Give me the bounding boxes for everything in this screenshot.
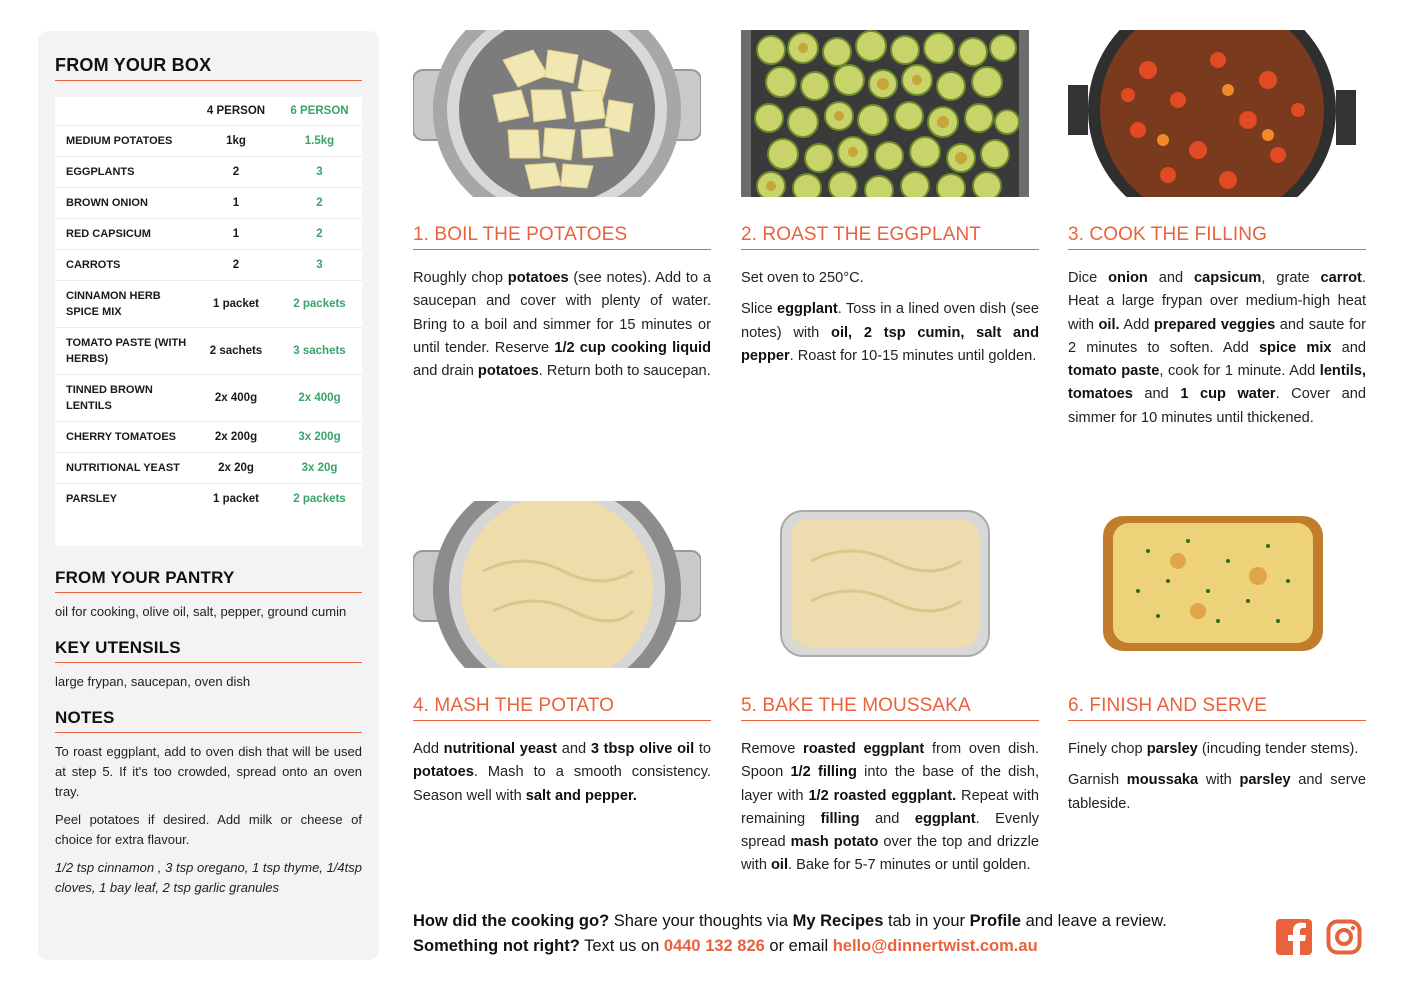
notes-title: NOTES — [55, 708, 362, 733]
step-5-title: 5. BAKE THE MOUSSAKA — [741, 695, 1039, 721]
header-4-person: 4 PERSON — [206, 104, 266, 117]
step-2-text: Set oven to 250°C. Slice eggplant. Toss in a lined oven dish (see notes) with oil, 2 tsp cumin, salt and pepper. Roast for 10-15 minutes until golden. — [741, 270, 1040, 364]
step-5-text: Remove roasted eggplant from oven dish. Spoon 1/2 filling into the base of the dish, layer with 1/2 roasted eggplant. Repeat with remaining filling and eggplant. Evenly spread mash potato over the top and drizzle with oil. Bake for 5-7 minutes or until golden. — [741, 741, 1040, 874]
note-item: To roast eggplant, add to oven dish that will be used at step 5. If it's too crowded, spread onto an oven tray. — [55, 744, 362, 799]
step-6-text: Finely chop parsley (incuding tender stems). Garnish moussaka with parsley and serve tableside. — [1068, 741, 1366, 812]
table-row: CINNAMON HERB SPICE MIX 1 packet 2 packets — [55, 280, 362, 327]
step-1-text: Roughly chop potatoes (see notes). Add to a saucepan and cover with plenty of water. Bring to a boil and simmer for 15 minutes or until tender. Reserve 1/2 cup cooking liquid and drain potatoes. Return both to saucepan. — [413, 270, 711, 380]
step-2-title: 2. ROAST THE EGGPLANT — [741, 224, 1039, 250]
lentil-filling-photo — [1068, 30, 1356, 197]
step-3-text: Dice onion and capsicum, grate carrot. Heat a large frypan over medium-high heat with oil. Add prepared veggies and saute for 2 minutes to soften. Add spice mix and tomato paste, cook for 1 minute. Add lentils, tomatoes and 1 cup water. Cover and simmer for 10 minutes until thickened. — [1068, 270, 1366, 426]
moussaka-unbaked-photo — [741, 501, 1029, 668]
pantry-section — [55, 568, 362, 622]
note-item: Peel potatoes if desired. Add milk or cheese of choice for extra flavour. — [55, 812, 362, 847]
step-6-title: 6. FINISH AND SERVE — [1068, 695, 1366, 721]
pantry-text: oil for cooking, olive oil, salt, pepper, ground cumin — [55, 604, 347, 619]
feedback-footer — [413, 909, 1167, 959]
utensils-text: large frypan, saucepan, oven dish — [55, 674, 251, 689]
facebook-icon[interactable] — [1276, 919, 1312, 955]
notes-text — [55, 742, 362, 898]
contact-line: Something not right? Text us on 0440 132 826 or email hello@dinnertwist.com.au — [413, 937, 1038, 955]
step-4-text: Add nutritional yeast and 3 tbsp olive oil to potatoes. Mash to a smooth consistency. Season well with salt and pepper. — [413, 741, 711, 804]
table-row: CHERRY TOMATOES 2x 200g 3x 200g — [55, 421, 362, 452]
instagram-icon[interactable] — [1326, 919, 1362, 955]
table-row: TOMATO PASTE (WITH HERBS) 2 sachets 3 sachets — [55, 327, 362, 374]
header-6-person: 6 PERSON — [290, 104, 349, 117]
table-row: EGGPLANTS 2 3 — [55, 156, 362, 187]
my-recipes-link[interactable]: My Recipes — [792, 912, 884, 930]
table-row: BROWN ONION 1 2 — [55, 187, 362, 218]
moussaka-baked-photo — [1068, 501, 1356, 668]
step-4-title: 4. MASH THE POTATO — [413, 695, 711, 721]
utensils-section — [55, 638, 362, 692]
step-1-title: 1. BOIL THE POTATOES — [413, 224, 711, 250]
email-link[interactable]: hello@dinnertwist.com.au — [832, 937, 1038, 955]
sidebar-panel — [38, 31, 379, 960]
table-row: NUTRITIONAL YEAST 2x 20g 3x 20g — [55, 452, 362, 483]
note-item: 1/2 tsp cinnamon , 3 tsp oregano, 1 tsp thyme, 1/4tsp cloves, 1 bay leaf, 2 tsp garlic granules — [55, 860, 362, 895]
table-row: RED CAPSICUM 1 2 — [55, 218, 362, 249]
ingredients-table — [55, 97, 362, 546]
from-your-box-title: FROM YOUR BOX — [55, 55, 362, 81]
table-row: CARROTS 2 3 — [55, 249, 362, 280]
mashed-potato-photo — [413, 501, 701, 668]
utensils-title: KEY UTENSILS — [55, 638, 362, 663]
boiled-potatoes-photo — [413, 30, 701, 197]
pantry-title: FROM YOUR PANTRY — [55, 568, 362, 593]
table-row: PARSLEY 1 packet 2 packets — [55, 483, 362, 514]
phone-link[interactable]: 0440 132 826 — [663, 937, 765, 955]
notes-section — [55, 708, 362, 898]
table-row: TINNED BROWN LENTILS 2x 400g 2x 400g — [55, 374, 362, 421]
step-3-title: 3. COOK THE FILLING — [1068, 224, 1366, 250]
table-row: MEDIUM POTATOES 1kg 1.5kg — [55, 125, 362, 156]
roasted-eggplant-photo — [741, 30, 1029, 197]
profile-link[interactable]: Profile — [969, 912, 1021, 930]
review-line: How did the cooking go? Share your thoughts via My Recipes tab in your Profile and leave a review. — [413, 912, 1167, 930]
